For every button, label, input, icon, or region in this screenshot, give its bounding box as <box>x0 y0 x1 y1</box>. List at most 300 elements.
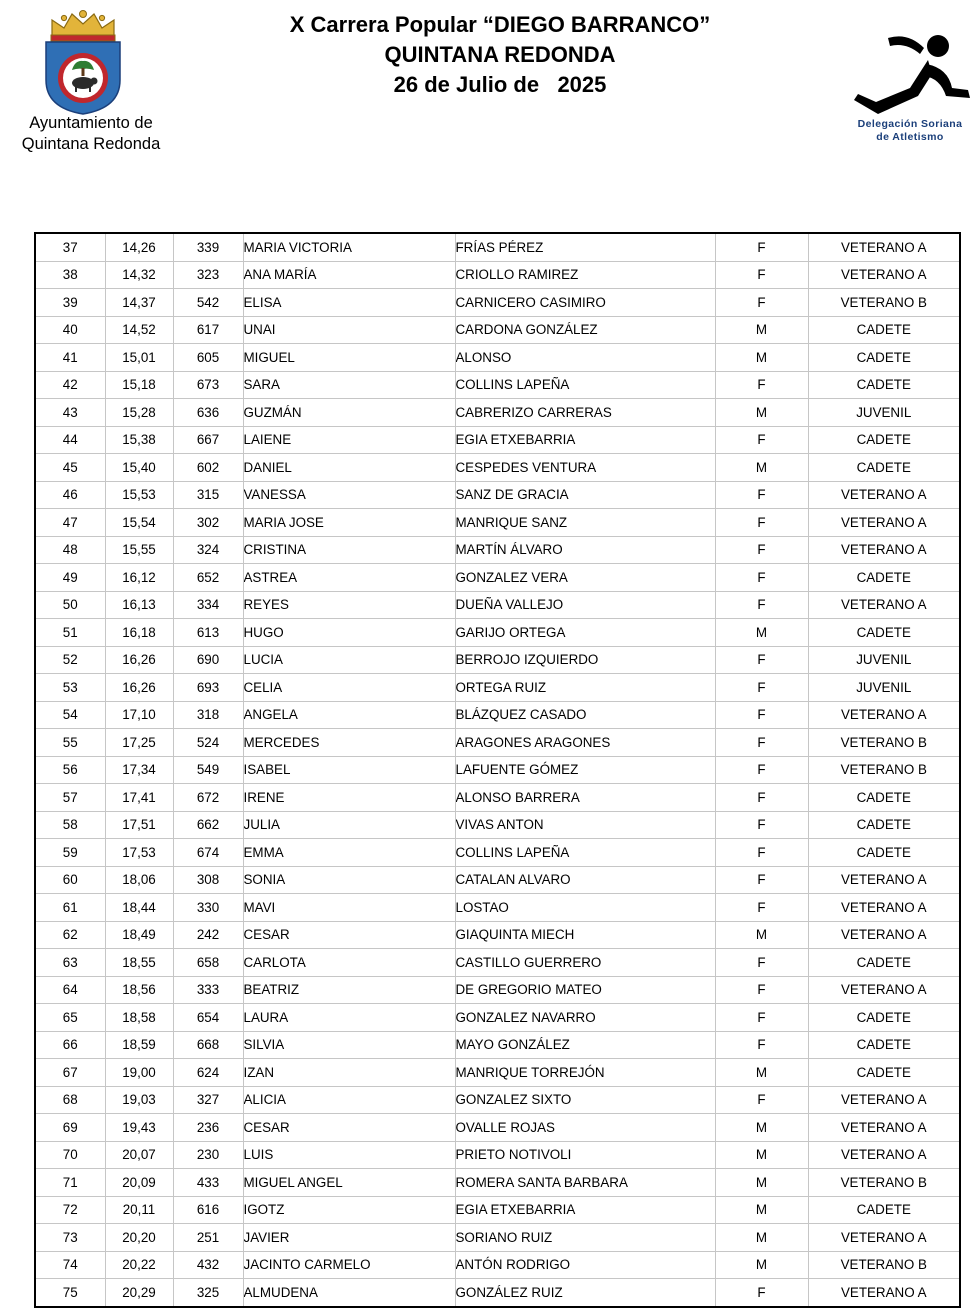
category-cell: CADETE <box>808 316 960 344</box>
table-row <box>35 619 960 647</box>
surname-cell: ALONSO BARRERA <box>455 784 715 812</box>
time-cell: 15,54 <box>105 509 173 537</box>
dorsal-cell: 236 <box>173 1114 243 1142</box>
dorsal-cell: 230 <box>173 1141 243 1169</box>
sex-cell: F <box>715 674 808 702</box>
position-cell: 57 <box>35 784 105 812</box>
surname-cell: DE GREGORIO MATEO <box>455 976 715 1004</box>
position-cell: 55 <box>35 729 105 757</box>
table-row <box>35 921 960 949</box>
dorsal-cell: 325 <box>173 1279 243 1307</box>
first-name-cell: ALICIA <box>243 1086 455 1114</box>
surname-cell: ROMERA SANTA BARBARA <box>455 1169 715 1197</box>
category-cell: CADETE <box>808 1059 960 1087</box>
surname-cell: LOSTAO <box>455 894 715 922</box>
category-cell: VETERANO B <box>808 1251 960 1279</box>
sex-cell: F <box>715 784 808 812</box>
time-cell: 16,12 <box>105 564 173 592</box>
first-name-cell: MIGUEL ANGEL <box>243 1169 455 1197</box>
category-cell: VETERANO A <box>808 481 960 509</box>
surname-cell: ARAGONES ARAGONES <box>455 729 715 757</box>
time-cell: 15,55 <box>105 536 173 564</box>
time-cell: 18,44 <box>105 894 173 922</box>
surname-cell: BERROJO IZQUIERDO <box>455 646 715 674</box>
time-cell: 16,26 <box>105 674 173 702</box>
first-name-cell: MAVI <box>243 894 455 922</box>
sex-cell: M <box>715 1169 808 1197</box>
category-cell: VETERANO A <box>808 1114 960 1142</box>
dorsal-cell: 690 <box>173 646 243 674</box>
position-cell: 62 <box>35 921 105 949</box>
first-name-cell: JULIA <box>243 811 455 839</box>
municipality-name <box>0 113 182 155</box>
table-row <box>35 1031 960 1059</box>
sex-cell: F <box>715 1086 808 1114</box>
surname-cell: GONZALEZ SIXTO <box>455 1086 715 1114</box>
table-row <box>35 426 960 454</box>
position-cell: 41 <box>35 344 105 372</box>
category-cell: VETERANO A <box>808 1141 960 1169</box>
first-name-cell: CELIA <box>243 674 455 702</box>
title-line-2: QUINTANA REDONDA <box>384 42 616 67</box>
sex-cell: F <box>715 536 808 564</box>
sex-cell: M <box>715 1251 808 1279</box>
dorsal-cell: 315 <box>173 481 243 509</box>
table-row <box>35 756 960 784</box>
surname-cell: GONZALEZ NAVARRO <box>455 1004 715 1032</box>
sex-cell: M <box>715 619 808 647</box>
surname-cell: FRÍAS PÉREZ <box>455 233 715 261</box>
table-row <box>35 1004 960 1032</box>
table-row <box>35 811 960 839</box>
position-cell: 63 <box>35 949 105 977</box>
runner-icon <box>848 30 976 116</box>
sex-cell: M <box>715 399 808 427</box>
federation-line-1: Delegación Soriana <box>857 118 963 130</box>
title-line-1: X Carrera Popular “DIEGO BARRANCO” <box>289 12 711 37</box>
surname-cell: CESPEDES VENTURA <box>455 454 715 482</box>
surname-cell: ANTÓN RODRIGO <box>455 1251 715 1279</box>
time-cell: 20,07 <box>105 1141 173 1169</box>
time-cell: 16,13 <box>105 591 173 619</box>
surname-cell: CATALAN ALVARO <box>455 866 715 894</box>
position-cell: 47 <box>35 509 105 537</box>
first-name-cell: ANA MARÍA <box>243 261 455 289</box>
position-cell: 49 <box>35 564 105 592</box>
sex-cell: M <box>715 344 808 372</box>
category-cell: JUVENIL <box>808 674 960 702</box>
table-row <box>35 1059 960 1087</box>
table-row <box>35 261 960 289</box>
table-row <box>35 371 960 399</box>
dorsal-cell: 251 <box>173 1224 243 1252</box>
dorsal-cell: 334 <box>173 591 243 619</box>
category-cell: VETERANO A <box>808 976 960 1004</box>
table-row <box>35 701 960 729</box>
dorsal-cell: 323 <box>173 261 243 289</box>
category-cell: VETERANO A <box>808 894 960 922</box>
dorsal-cell: 327 <box>173 1086 243 1114</box>
sex-cell: F <box>715 426 808 454</box>
title-line-3: 26 de Julio de 2025 <box>393 72 607 97</box>
sex-cell: F <box>715 591 808 619</box>
dorsal-cell: 339 <box>173 233 243 261</box>
surname-cell: VIVAS ANTON <box>455 811 715 839</box>
dorsal-cell: 667 <box>173 426 243 454</box>
position-cell: 61 <box>35 894 105 922</box>
surname-cell: ORTEGA RUIZ <box>455 674 715 702</box>
position-cell: 45 <box>35 454 105 482</box>
time-cell: 18,06 <box>105 866 173 894</box>
first-name-cell: CARLOTA <box>243 949 455 977</box>
time-cell: 18,59 <box>105 1031 173 1059</box>
sex-cell: M <box>715 454 808 482</box>
category-cell: VETERANO A <box>808 1224 960 1252</box>
position-cell: 52 <box>35 646 105 674</box>
first-name-cell: ISABEL <box>243 756 455 784</box>
time-cell: 14,52 <box>105 316 173 344</box>
time-cell: 15,53 <box>105 481 173 509</box>
position-cell: 71 <box>35 1169 105 1197</box>
table-row <box>35 866 960 894</box>
time-cell: 19,43 <box>105 1114 173 1142</box>
position-cell: 67 <box>35 1059 105 1087</box>
first-name-cell: ASTREA <box>243 564 455 592</box>
sex-cell: M <box>715 921 808 949</box>
sex-cell: F <box>715 729 808 757</box>
sex-cell: F <box>715 233 808 261</box>
position-cell: 66 <box>35 1031 105 1059</box>
first-name-cell: VANESSA <box>243 481 455 509</box>
first-name-cell: LAIENE <box>243 426 455 454</box>
federation-line-2: de Atletismo <box>876 131 944 143</box>
time-cell: 14,32 <box>105 261 173 289</box>
dorsal-cell: 636 <box>173 399 243 427</box>
sex-cell: M <box>715 316 808 344</box>
dorsal-cell: 693 <box>173 674 243 702</box>
municipality-line-1: Ayuntamiento de <box>29 114 153 132</box>
surname-cell: CARNICERO CASIMIRO <box>455 289 715 317</box>
first-name-cell: MERCEDES <box>243 729 455 757</box>
time-cell: 17,34 <box>105 756 173 784</box>
time-cell: 17,25 <box>105 729 173 757</box>
dorsal-cell: 324 <box>173 536 243 564</box>
surname-cell: OVALLE ROJAS <box>455 1114 715 1142</box>
dorsal-cell: 433 <box>173 1169 243 1197</box>
table-row <box>35 1169 960 1197</box>
surname-cell: CRIOLLO RAMIREZ <box>455 261 715 289</box>
surname-cell: MANRIQUE TORREJÓN <box>455 1059 715 1087</box>
first-name-cell: IZAN <box>243 1059 455 1087</box>
table-row <box>35 1224 960 1252</box>
dorsal-cell: 330 <box>173 894 243 922</box>
table-row <box>35 1141 960 1169</box>
position-cell: 48 <box>35 536 105 564</box>
surname-cell: SANZ DE GRACIA <box>455 481 715 509</box>
table-row <box>35 481 960 509</box>
sex-cell: F <box>715 949 808 977</box>
time-cell: 18,55 <box>105 949 173 977</box>
sex-cell: F <box>715 701 808 729</box>
position-cell: 58 <box>35 811 105 839</box>
position-cell: 44 <box>35 426 105 454</box>
time-cell: 15,38 <box>105 426 173 454</box>
first-name-cell: LAURA <box>243 1004 455 1032</box>
dorsal-cell: 673 <box>173 371 243 399</box>
sex-cell: F <box>715 1279 808 1307</box>
position-cell: 56 <box>35 756 105 784</box>
first-name-cell: JACINTO CARMELO <box>243 1251 455 1279</box>
sex-cell: M <box>715 1196 808 1224</box>
position-cell: 43 <box>35 399 105 427</box>
sex-cell: M <box>715 1059 808 1087</box>
table-row <box>35 949 960 977</box>
category-cell: CADETE <box>808 949 960 977</box>
sex-cell: F <box>715 866 808 894</box>
table-row <box>35 646 960 674</box>
position-cell: 74 <box>35 1251 105 1279</box>
dorsal-cell: 542 <box>173 289 243 317</box>
position-cell: 42 <box>35 371 105 399</box>
federation-name <box>840 118 980 144</box>
category-cell: VETERANO B <box>808 729 960 757</box>
position-cell: 65 <box>35 1004 105 1032</box>
table-row <box>35 1251 960 1279</box>
category-cell: VETERANO B <box>808 1169 960 1197</box>
surname-cell: COLLINS LAPEÑA <box>455 839 715 867</box>
table-row <box>35 1114 960 1142</box>
first-name-cell: SONIA <box>243 866 455 894</box>
dorsal-cell: 658 <box>173 949 243 977</box>
category-cell: CADETE <box>808 564 960 592</box>
sex-cell: F <box>715 646 808 674</box>
time-cell: 18,56 <box>105 976 173 1004</box>
position-cell: 50 <box>35 591 105 619</box>
sex-cell: F <box>715 1004 808 1032</box>
first-name-cell: IRENE <box>243 784 455 812</box>
surname-cell: ALONSO <box>455 344 715 372</box>
category-cell: CADETE <box>808 426 960 454</box>
first-name-cell: LUCIA <box>243 646 455 674</box>
time-cell: 20,22 <box>105 1251 173 1279</box>
first-name-cell: JAVIER <box>243 1224 455 1252</box>
position-cell: 72 <box>35 1196 105 1224</box>
category-cell: VETERANO A <box>808 866 960 894</box>
time-cell: 18,49 <box>105 921 173 949</box>
first-name-cell: ANGELA <box>243 701 455 729</box>
table-row <box>35 399 960 427</box>
time-cell: 20,20 <box>105 1224 173 1252</box>
position-cell: 39 <box>35 289 105 317</box>
table-row <box>35 894 960 922</box>
position-cell: 37 <box>35 233 105 261</box>
first-name-cell: DANIEL <box>243 454 455 482</box>
dorsal-cell: 652 <box>173 564 243 592</box>
position-cell: 46 <box>35 481 105 509</box>
first-name-cell: GUZMÁN <box>243 399 455 427</box>
municipality-line-2: Quintana Redonda <box>21 135 161 153</box>
table-row <box>35 1279 960 1307</box>
dorsal-cell: 602 <box>173 454 243 482</box>
sex-cell: F <box>715 1031 808 1059</box>
table-row <box>35 591 960 619</box>
category-cell: CADETE <box>808 811 960 839</box>
first-name-cell: ALMUDENA <box>243 1279 455 1307</box>
surname-cell: EGIA ETXEBARRIA <box>455 426 715 454</box>
coat-of-arms-icon <box>38 8 128 116</box>
surname-cell: CARDONA GONZÁLEZ <box>455 316 715 344</box>
surname-cell: COLLINS LAPEÑA <box>455 371 715 399</box>
dorsal-cell: 605 <box>173 344 243 372</box>
surname-cell: EGIA ETXEBARRIA <box>455 1196 715 1224</box>
category-cell: VETERANO A <box>808 921 960 949</box>
time-cell: 15,01 <box>105 344 173 372</box>
category-cell: CADETE <box>808 784 960 812</box>
first-name-cell: MARIA VICTORIA <box>243 233 455 261</box>
time-cell: 17,51 <box>105 811 173 839</box>
category-cell: VETERANO B <box>808 756 960 784</box>
time-cell: 20,09 <box>105 1169 173 1197</box>
time-cell: 18,58 <box>105 1004 173 1032</box>
table-row <box>35 454 960 482</box>
sex-cell: F <box>715 564 808 592</box>
first-name-cell: REYES <box>243 591 455 619</box>
sex-cell: F <box>715 261 808 289</box>
sex-cell: M <box>715 1114 808 1142</box>
category-cell: VETERANO A <box>808 261 960 289</box>
position-cell: 64 <box>35 976 105 1004</box>
first-name-cell: HUGO <box>243 619 455 647</box>
table-row <box>35 233 960 261</box>
time-cell: 19,00 <box>105 1059 173 1087</box>
sex-cell: F <box>715 371 808 399</box>
category-cell: VETERANO A <box>808 1279 960 1307</box>
dorsal-cell: 654 <box>173 1004 243 1032</box>
page-header <box>0 0 980 200</box>
surname-cell: DUEÑA VALLEJO <box>455 591 715 619</box>
time-cell: 14,26 <box>105 233 173 261</box>
surname-cell: SORIANO RUIZ <box>455 1224 715 1252</box>
table-row <box>35 976 960 1004</box>
category-cell: CADETE <box>808 344 960 372</box>
table-row <box>35 784 960 812</box>
first-name-cell: SARA <box>243 371 455 399</box>
category-cell: CADETE <box>808 1031 960 1059</box>
first-name-cell: SILVIA <box>243 1031 455 1059</box>
position-cell: 75 <box>35 1279 105 1307</box>
first-name-cell: UNAI <box>243 316 455 344</box>
time-cell: 19,03 <box>105 1086 173 1114</box>
category-cell: VETERANO A <box>808 536 960 564</box>
category-cell: CADETE <box>808 1196 960 1224</box>
table-row <box>35 839 960 867</box>
dorsal-cell: 318 <box>173 701 243 729</box>
time-cell: 16,26 <box>105 646 173 674</box>
table-row <box>35 1086 960 1114</box>
first-name-cell: ELISA <box>243 289 455 317</box>
surname-cell: MAYO GONZÁLEZ <box>455 1031 715 1059</box>
category-cell: CADETE <box>808 839 960 867</box>
time-cell: 15,28 <box>105 399 173 427</box>
dorsal-cell: 616 <box>173 1196 243 1224</box>
first-name-cell: CRISTINA <box>243 536 455 564</box>
time-cell: 14,37 <box>105 289 173 317</box>
category-cell: CADETE <box>808 619 960 647</box>
dorsal-cell: 668 <box>173 1031 243 1059</box>
time-cell: 20,11 <box>105 1196 173 1224</box>
time-cell: 15,18 <box>105 371 173 399</box>
position-cell: 70 <box>35 1141 105 1169</box>
position-cell: 59 <box>35 839 105 867</box>
first-name-cell: MARIA JOSE <box>243 509 455 537</box>
table-row <box>35 536 960 564</box>
surname-cell: GONZALEZ VERA <box>455 564 715 592</box>
position-cell: 51 <box>35 619 105 647</box>
surname-cell: MANRIQUE SANZ <box>455 509 715 537</box>
dorsal-cell: 662 <box>173 811 243 839</box>
table-row <box>35 316 960 344</box>
sex-cell: M <box>715 1224 808 1252</box>
category-cell: VETERANO A <box>808 1086 960 1114</box>
sex-cell: F <box>715 509 808 537</box>
dorsal-cell: 308 <box>173 866 243 894</box>
dorsal-cell: 524 <box>173 729 243 757</box>
dorsal-cell: 333 <box>173 976 243 1004</box>
surname-cell: BLÁZQUEZ CASADO <box>455 701 715 729</box>
table-row <box>35 344 960 372</box>
category-cell: VETERANO A <box>808 509 960 537</box>
sex-cell: M <box>715 1141 808 1169</box>
first-name-cell: EMMA <box>243 839 455 867</box>
dorsal-cell: 617 <box>173 316 243 344</box>
surname-cell: GIAQUINTA MIECH <box>455 921 715 949</box>
position-cell: 38 <box>35 261 105 289</box>
table-row <box>35 289 960 317</box>
table-row <box>35 729 960 757</box>
category-cell: VETERANO A <box>808 591 960 619</box>
first-name-cell: BEATRIZ <box>243 976 455 1004</box>
sex-cell: F <box>715 289 808 317</box>
dorsal-cell: 302 <box>173 509 243 537</box>
time-cell: 16,18 <box>105 619 173 647</box>
first-name-cell: CESAR <box>243 921 455 949</box>
first-name-cell: LUIS <box>243 1141 455 1169</box>
time-cell: 17,53 <box>105 839 173 867</box>
surname-cell: CASTILLO GUERRERO <box>455 949 715 977</box>
surname-cell: GONZÁLEZ RUIZ <box>455 1279 715 1307</box>
category-cell: JUVENIL <box>808 399 960 427</box>
position-cell: 73 <box>35 1224 105 1252</box>
surname-cell: LAFUENTE GÓMEZ <box>455 756 715 784</box>
sex-cell: F <box>715 839 808 867</box>
sex-cell: F <box>715 481 808 509</box>
surname-cell: CABRERIZO CARRERAS <box>455 399 715 427</box>
dorsal-cell: 672 <box>173 784 243 812</box>
position-cell: 54 <box>35 701 105 729</box>
table-row <box>35 509 960 537</box>
table-row <box>35 564 960 592</box>
surname-cell: PRIETO NOTIVOLI <box>455 1141 715 1169</box>
position-cell: 40 <box>35 316 105 344</box>
table-row <box>35 674 960 702</box>
dorsal-cell: 432 <box>173 1251 243 1279</box>
dorsal-cell: 674 <box>173 839 243 867</box>
category-cell: VETERANO B <box>808 289 960 317</box>
table-row <box>35 1196 960 1224</box>
sex-cell: F <box>715 976 808 1004</box>
position-cell: 68 <box>35 1086 105 1114</box>
time-cell: 15,40 <box>105 454 173 482</box>
